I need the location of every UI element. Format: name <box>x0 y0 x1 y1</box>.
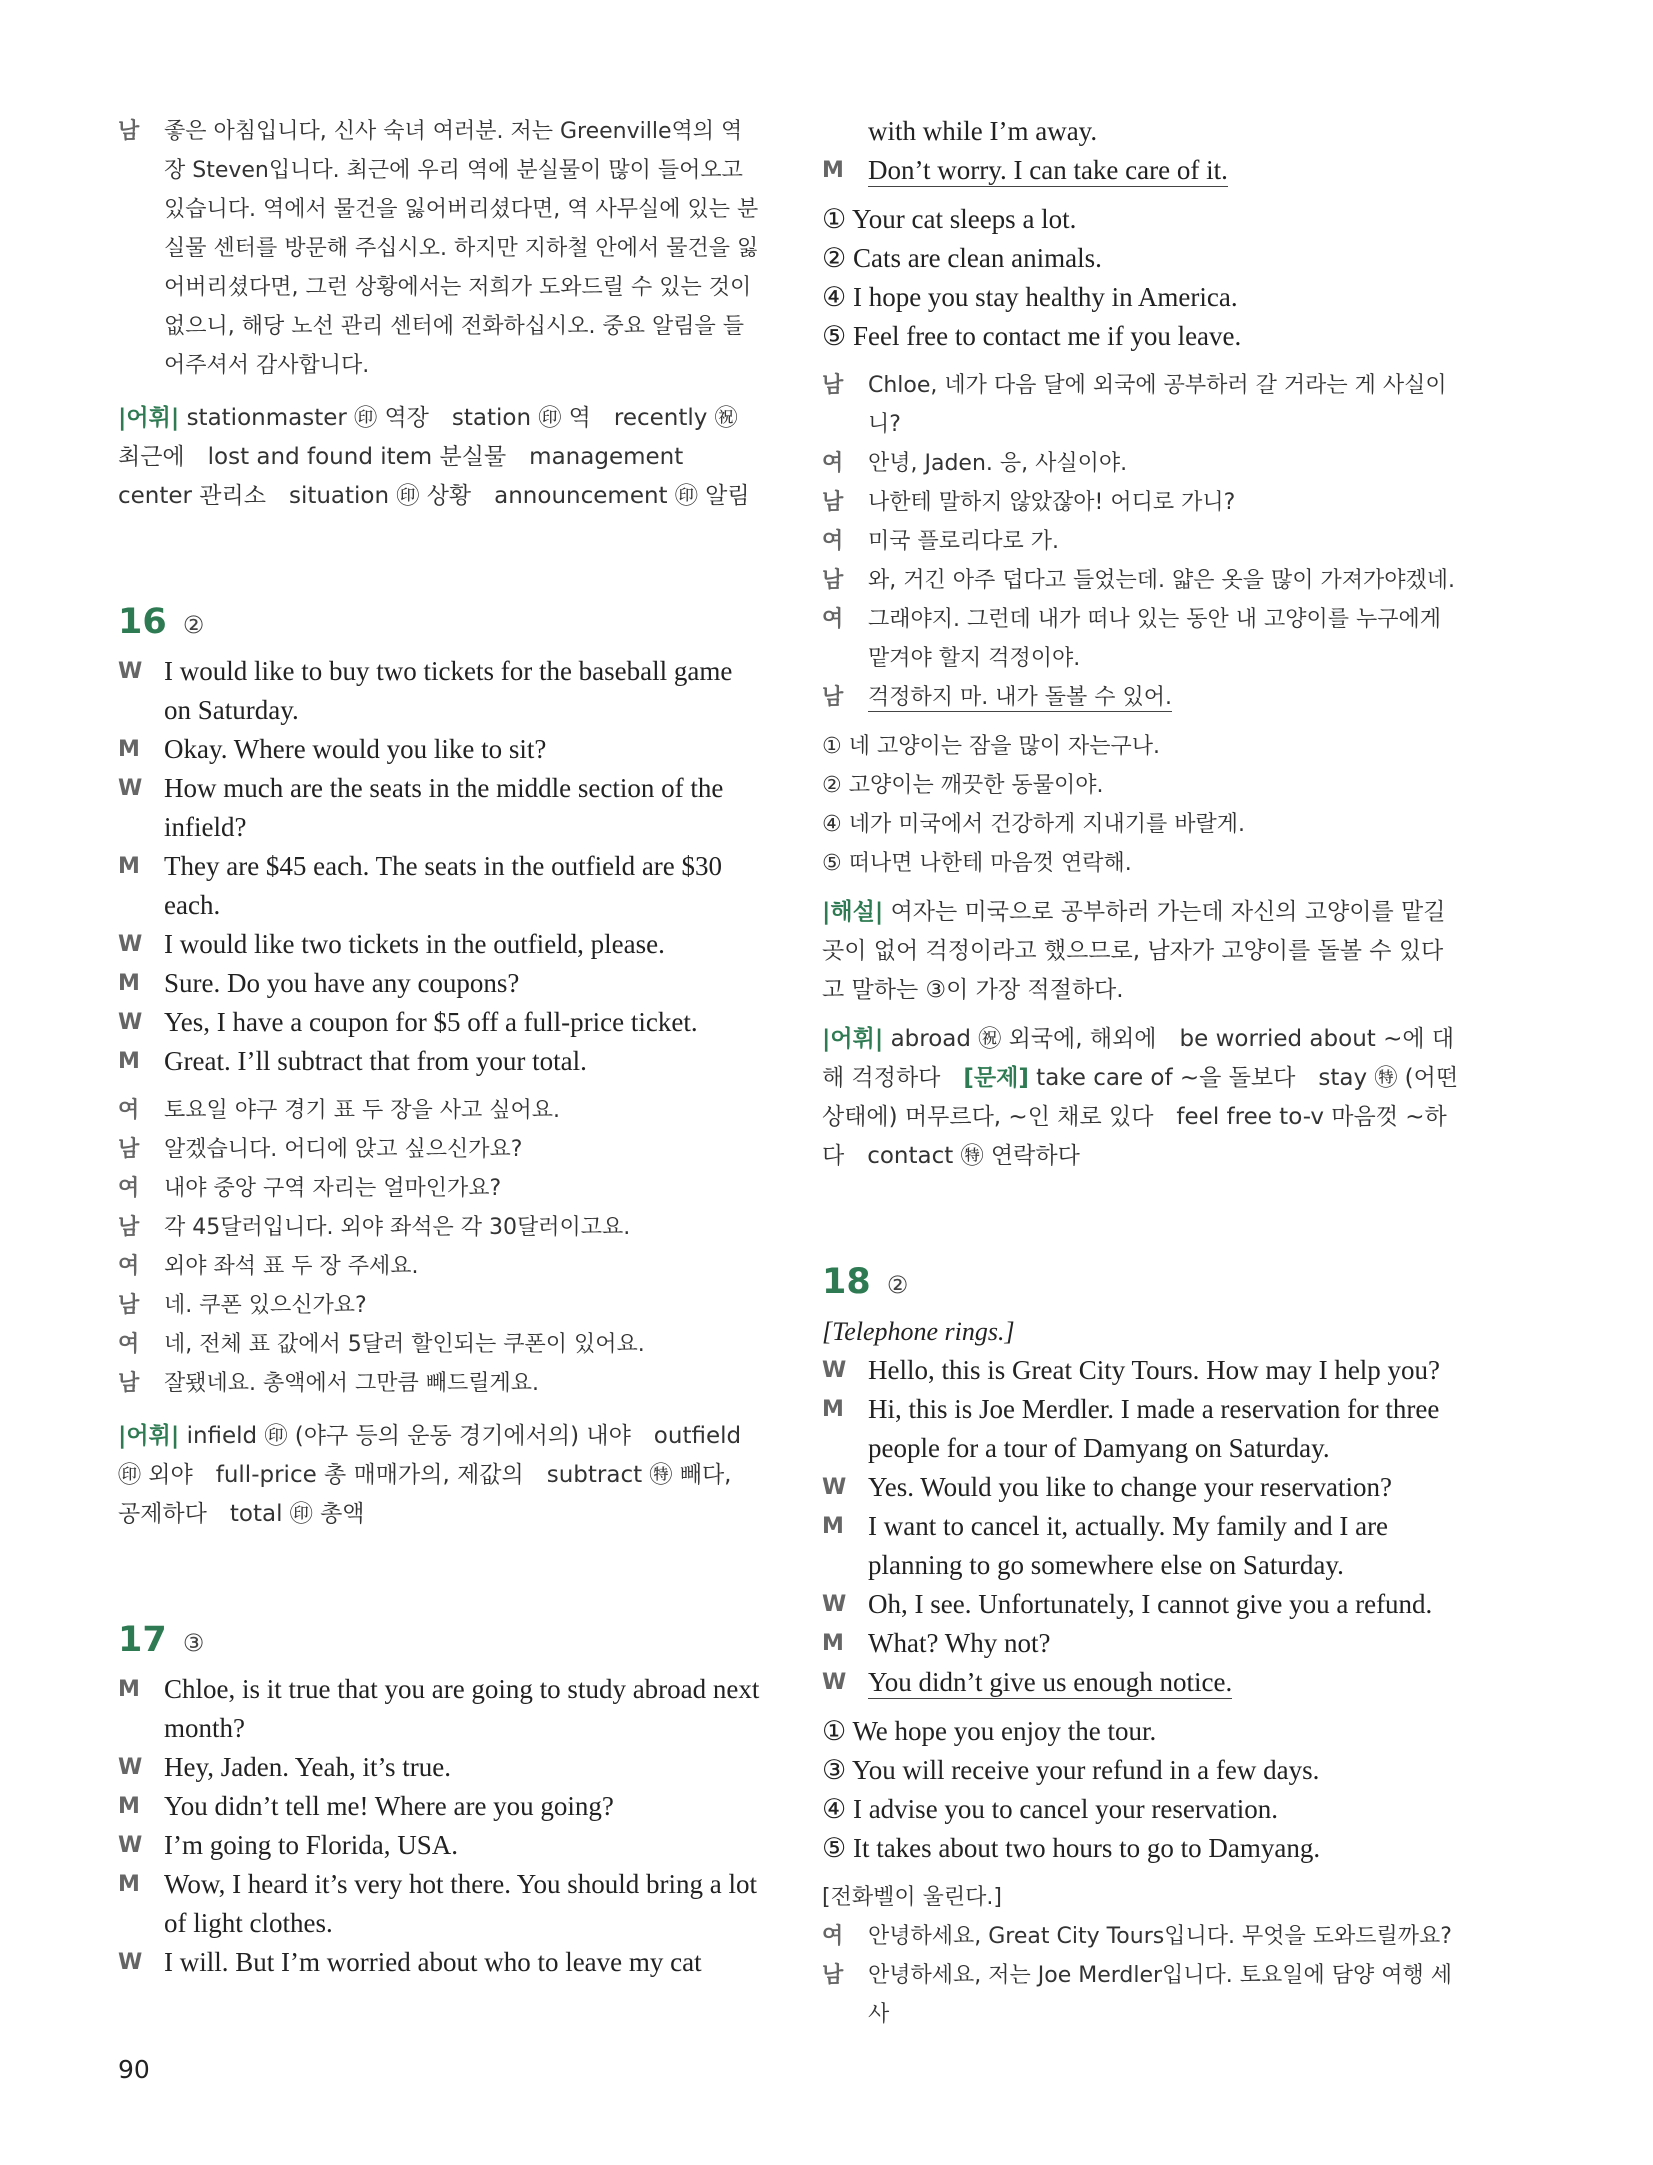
speaker-label: M <box>822 1631 844 1656</box>
question-answer: ② <box>182 611 205 639</box>
dialog-text: 네, 전체 표 값에서 5달러 할인되는 쿠폰이 있어요. <box>164 1332 645 1357</box>
dialog-text: 외야 좌석 표 두 장 주세요. <box>164 1254 419 1279</box>
underlined-answer: Don’t worry. I can take care of it. <box>868 155 1228 185</box>
speaker-label: M <box>822 158 844 183</box>
dialog-text: 잘됐네요. 총액에서 그만큼 빼드릴게요. <box>164 1371 539 1396</box>
speaker-label: M <box>118 1794 140 1819</box>
speaker-label: 여 <box>118 1098 140 1123</box>
q17-continuation <box>822 112 1464 151</box>
speaker-label: 여 <box>118 1176 140 1201</box>
q18-options-en <box>822 1712 1464 1868</box>
dialog-text: Great. I’ll subtract that from your total. <box>164 1046 587 1076</box>
dialog-line <box>822 1585 1464 1624</box>
q17-options-en <box>822 200 1464 356</box>
dialog-text: Yes. Would you like to change your reservation? <box>868 1472 1392 1502</box>
dialog-text: They are $45 each. The seats in the outfield are $30 each. <box>164 851 723 920</box>
q17-dialog-en <box>118 1670 760 1982</box>
dialog-line <box>118 730 760 769</box>
dialog-text: 네. 쿠폰 있으신가요? <box>164 1293 367 1318</box>
speaker-label: W <box>118 1010 143 1035</box>
dialog-text: I would like two tickets in the outfield, please. <box>164 929 665 959</box>
q18-final-line <box>822 1663 1464 1702</box>
dialog-line <box>822 1956 1464 2034</box>
dialog-line <box>118 1091 760 1130</box>
option-item: ② 고양이는 깨끗한 동물이야. <box>822 773 1104 798</box>
dialog-line <box>822 1351 1464 1390</box>
dialog-text: Hey, Jaden. Yeah, it’s true. <box>164 1752 451 1782</box>
speaker-label: 여 <box>822 529 844 554</box>
dialog-text: Chloe, 네가 다음 달에 외국에 공부하러 갈 거라는 게 사실이니? <box>868 373 1447 437</box>
dialog-text: You didn’t tell me! Where are you going? <box>164 1791 614 1821</box>
speaker-label: M <box>822 1514 844 1539</box>
dialog-text: 나한테 말하지 않았잖아! 어디로 가니? <box>868 490 1236 515</box>
option-item: ① 네 고양이는 잠을 많이 자는구나. <box>822 734 1160 759</box>
option-item: ④ I advise you to cancel your reservation. <box>822 1794 1279 1824</box>
q17-dialog-ko <box>822 366 1464 678</box>
q15-korean-monologue <box>118 112 760 385</box>
speaker-label: 남 <box>118 1293 140 1318</box>
speaker-label: M <box>118 854 140 879</box>
q18-dialog-ko <box>822 1917 1464 2034</box>
dialog-text: 안녕, Jaden. 응, 사실이야. <box>868 451 1128 476</box>
dialog-text: I would like to buy two tickets for the baseball game on Saturday. <box>164 656 733 725</box>
q17-explanation <box>822 893 1464 1010</box>
option-item: ④ I hope you stay healthy in America. <box>822 282 1238 312</box>
dialog-text: 내야 중앙 구역 자리는 얼마인가요? <box>164 1176 502 1201</box>
right-column <box>822 112 1464 2034</box>
option-item: ③ You will receive your refund in a few days. <box>822 1755 1320 1785</box>
dialog-line <box>118 1826 760 1865</box>
explain-tag: |해설| <box>822 899 884 925</box>
q16-vocab <box>118 1417 760 1534</box>
q16-header <box>118 602 760 642</box>
explain-text: 여자는 미국으로 공부하러 가는데 자신의 고양이를 맡길 곳이 없어 걱정이라고 했으므로, 남자가 고양이를 돌볼 수 있다고 말하는 ③이 가장 적절하다. <box>822 899 1446 1003</box>
underlined-answer: 걱정하지 마. 내가 돌볼 수 있어. <box>868 685 1172 710</box>
speaker-label: 남 <box>822 373 844 398</box>
speaker-label: M <box>118 1049 140 1074</box>
dialog-line <box>118 1247 760 1286</box>
dialog-text: 토요일 야구 경기 표 두 장을 사고 싶어요. <box>164 1098 560 1123</box>
dialog-line <box>118 1364 760 1403</box>
dialog-text: Hello, this is Great City Tours. How may I help you? <box>868 1355 1441 1385</box>
question-number: 17 <box>118 1620 167 1660</box>
dialog-text: Wow, I heard it’s very hot there. You should bring a lot of light clothes. <box>164 1869 757 1938</box>
option-item: ⑤ It takes about two hours to go to Damyang. <box>822 1833 1321 1863</box>
dialog-line <box>822 1468 1464 1507</box>
dialog-line <box>118 1286 760 1325</box>
dialog-line <box>822 561 1464 600</box>
speaker-label: W <box>118 1833 143 1858</box>
speaker-label: W <box>118 932 143 957</box>
vocab-text-a: abroad ㊗ 외국에, 해외에 be worried about ~에 대해 걱정하다 <box>822 1026 1455 1091</box>
option-item: ⑤ Feel free to contact me if you leave. <box>822 321 1242 351</box>
speaker-label: 남 <box>118 1137 140 1162</box>
dialog-line <box>822 366 1464 444</box>
vocab-text: infield ㊞ (야구 등의 운동 경기에서의) 내야 outfield ㊞ 외야 full-price 총 매매가의, 제값의 subtract ㊕ 빼다, 공제하다 total ㊞ 총액 <box>118 1423 742 1527</box>
q18-stage-note: [Telephone rings.] <box>822 1317 1015 1346</box>
speaker-label: W <box>822 1475 847 1500</box>
dialog-text: How much are the seats in the middle section of the infield? <box>164 773 724 842</box>
q16-dialog-ko <box>118 1091 760 1403</box>
q18-ko-note: [전화벨이 울린다.] <box>822 1885 1002 1910</box>
dialog-text: I will. But I’m worried about who to leave my cat <box>164 1947 702 1977</box>
speaker-label: M <box>118 1677 140 1702</box>
problem-tag: [문제] <box>963 1065 1029 1091</box>
q16-dialog-en <box>118 652 760 1081</box>
vocab-text: stationmaster ㊞ 역장 station ㊞ 역 recently ㊗ 최근에 lost and found item 분실물 management center 관리소 situation ㊞ 상황 announcement ㊞ 알림 <box>118 405 750 509</box>
dialog-text: Okay. Where would you like to sit? <box>164 734 547 764</box>
continuation-text: with while I’m away. <box>868 116 1098 146</box>
vocab-text-b: take care of ~을 돌보다 stay ㊕ (어떤 상태에) 머무르다, ~인 채로 있다 feel free to-v 마음껏 ~하다 contact ㊕ 연락하다 <box>822 1065 1459 1169</box>
dialog-text: 알겠습니다. 어디에 앉고 싶으신가요? <box>164 1137 523 1162</box>
dialog-line <box>118 1865 760 1943</box>
speaker-label: W <box>118 776 143 801</box>
speaker-label: 여 <box>822 1924 844 1949</box>
speaker-label: M <box>118 737 140 762</box>
dialog-line <box>822 1917 1464 1956</box>
q17-ko-final-line <box>822 678 1464 717</box>
option-item: ⑤ 떠나면 나한테 마음껏 연락해. <box>822 851 1132 876</box>
left-column <box>118 112 760 1982</box>
q18-dialog-en <box>822 1351 1464 1663</box>
dialog-line <box>118 964 760 1003</box>
speaker-label: M <box>118 1872 140 1897</box>
q18-header <box>822 1262 1464 1302</box>
dialog-line <box>118 1325 760 1364</box>
dialog-line <box>118 1042 760 1081</box>
q17-options-ko <box>822 727 1464 883</box>
q17-final-line <box>822 151 1464 190</box>
dialog-line <box>822 1390 1464 1468</box>
vocab-tag: |어휘| <box>822 1026 884 1052</box>
speaker-label: W <box>118 1755 143 1780</box>
dialog-line <box>118 925 760 964</box>
speaker-label: 남 <box>118 1215 140 1240</box>
dialog-text: Oh, I see. Unfortunately, I cannot give you a refund. <box>868 1589 1433 1619</box>
dialog-line <box>118 1003 760 1042</box>
dialog-line <box>822 1507 1464 1585</box>
dialog-text: What? Why not? <box>868 1628 1051 1658</box>
option-item: ① We hope you enjoy the tour. <box>822 1716 1157 1746</box>
monologue-text: 좋은 아침입니다, 신사 숙녀 여러분. 저는 Greenville역의 역장 Steven입니다. 최근에 우리 역에 분실물이 많이 들어오고 있습니다. 역에서 물건을 잃어버리셨다면, 역 사무실에 있는 분실물 센터를 방문해 주십시오. 하지만 지하철 안에서 물건을 잃어버리셨다면, 그런 상황에서는 저희가 도와드릴 수 있는 것이 없으니, 해당 노선 관리 센터에 전화하십시오. 중요 알림을 들어주셔서 감사합니다. <box>164 119 759 378</box>
dialog-line <box>118 1787 760 1826</box>
speaker-label: 여 <box>822 451 844 476</box>
question-answer: ③ <box>182 1629 205 1657</box>
q17-header <box>118 1620 760 1660</box>
option-item: ② Cats are clean animals. <box>822 243 1102 273</box>
dialog-text: Yes, I have a coupon for $5 off a full-price ticket. <box>164 1007 698 1037</box>
dialog-text: 안녕하세요, 저는 Joe Merdler입니다. 토요일에 담양 여행 세 사 <box>868 1963 1453 2027</box>
dialog-text: 그래야지. 그런데 내가 떠나 있는 동안 내 고양이를 누구에게 맡겨야 할지 걱정이야. <box>868 607 1441 671</box>
dialog-line <box>822 444 1464 483</box>
speaker-label: 남 <box>822 1963 844 1988</box>
option-item: ① Your cat sleeps a lot. <box>822 204 1077 234</box>
speaker-label: M <box>822 1397 844 1422</box>
dialog-line <box>118 847 760 925</box>
dialog-line <box>118 1169 760 1208</box>
dialog-line <box>822 522 1464 561</box>
q17-vocab <box>822 1020 1464 1176</box>
dialog-line <box>822 600 1464 678</box>
question-answer: ② <box>886 1271 909 1299</box>
speaker-label: M <box>118 971 140 996</box>
q15-vocab <box>118 399 760 516</box>
question-number: 16 <box>118 602 167 642</box>
speaker-label: 남 <box>822 568 844 593</box>
speaker-label: 여 <box>118 1254 140 1279</box>
dialog-text: 와, 거긴 아주 덥다고 들었는데. 얇은 옷을 많이 가져가야겠네. <box>868 568 1455 593</box>
speaker-label: 남 <box>118 1371 140 1396</box>
speaker-label: W <box>822 1670 847 1695</box>
speaker-label: W <box>118 659 143 684</box>
dialog-line <box>118 769 760 847</box>
dialog-line <box>118 1130 760 1169</box>
dialog-line <box>118 1748 760 1787</box>
speaker-label: 여 <box>822 607 844 632</box>
speaker-label: 남 <box>822 490 844 515</box>
dialog-line <box>118 1943 760 1982</box>
dialog-line <box>118 1208 760 1247</box>
vocab-tag: |어휘| <box>118 1423 180 1449</box>
dialog-text: Hi, this is Joe Merdler. I made a reservation for three people for a tour of Damyang on Saturday. <box>868 1394 1440 1463</box>
speaker-label: W <box>118 1950 143 1975</box>
speaker-label: W <box>822 1358 847 1383</box>
underlined-answer: You didn’t give us enough notice. <box>868 1667 1233 1697</box>
dialog-text: Chloe, is it true that you are going to study abroad next month? <box>164 1674 760 1743</box>
dialog-text: Sure. Do you have any coupons? <box>164 968 520 998</box>
dialog-text: I want to cancel it, actually. My family and I are planning to go somewhere else on Saturday. <box>868 1511 1389 1580</box>
dialog-text: 미국 플로리다로 가. <box>868 529 1059 554</box>
speaker-label: 남 <box>118 119 140 144</box>
speaker-label: 여 <box>118 1332 140 1357</box>
dialog-text: 안녕하세요, Great City Tours입니다. 무엇을 도와드릴까요? <box>868 1924 1452 1949</box>
speaker-label: 남 <box>822 685 844 710</box>
dialog-line <box>822 1624 1464 1663</box>
vocab-tag: |어휘| <box>118 405 180 431</box>
dialog-text: 각 45달러입니다. 외야 좌석은 각 30달러이고요. <box>164 1215 631 1240</box>
dialog-line <box>822 483 1464 522</box>
dialog-text: I’m going to Florida, USA. <box>164 1830 458 1860</box>
question-number: 18 <box>822 1262 871 1302</box>
dialog-line <box>118 1670 760 1748</box>
dialog-line <box>118 652 760 730</box>
page-number: 90 <box>118 2055 150 2084</box>
speaker-label: W <box>822 1592 847 1617</box>
option-item: ④ 네가 미국에서 건강하게 지내기를 바랄게. <box>822 812 1245 837</box>
